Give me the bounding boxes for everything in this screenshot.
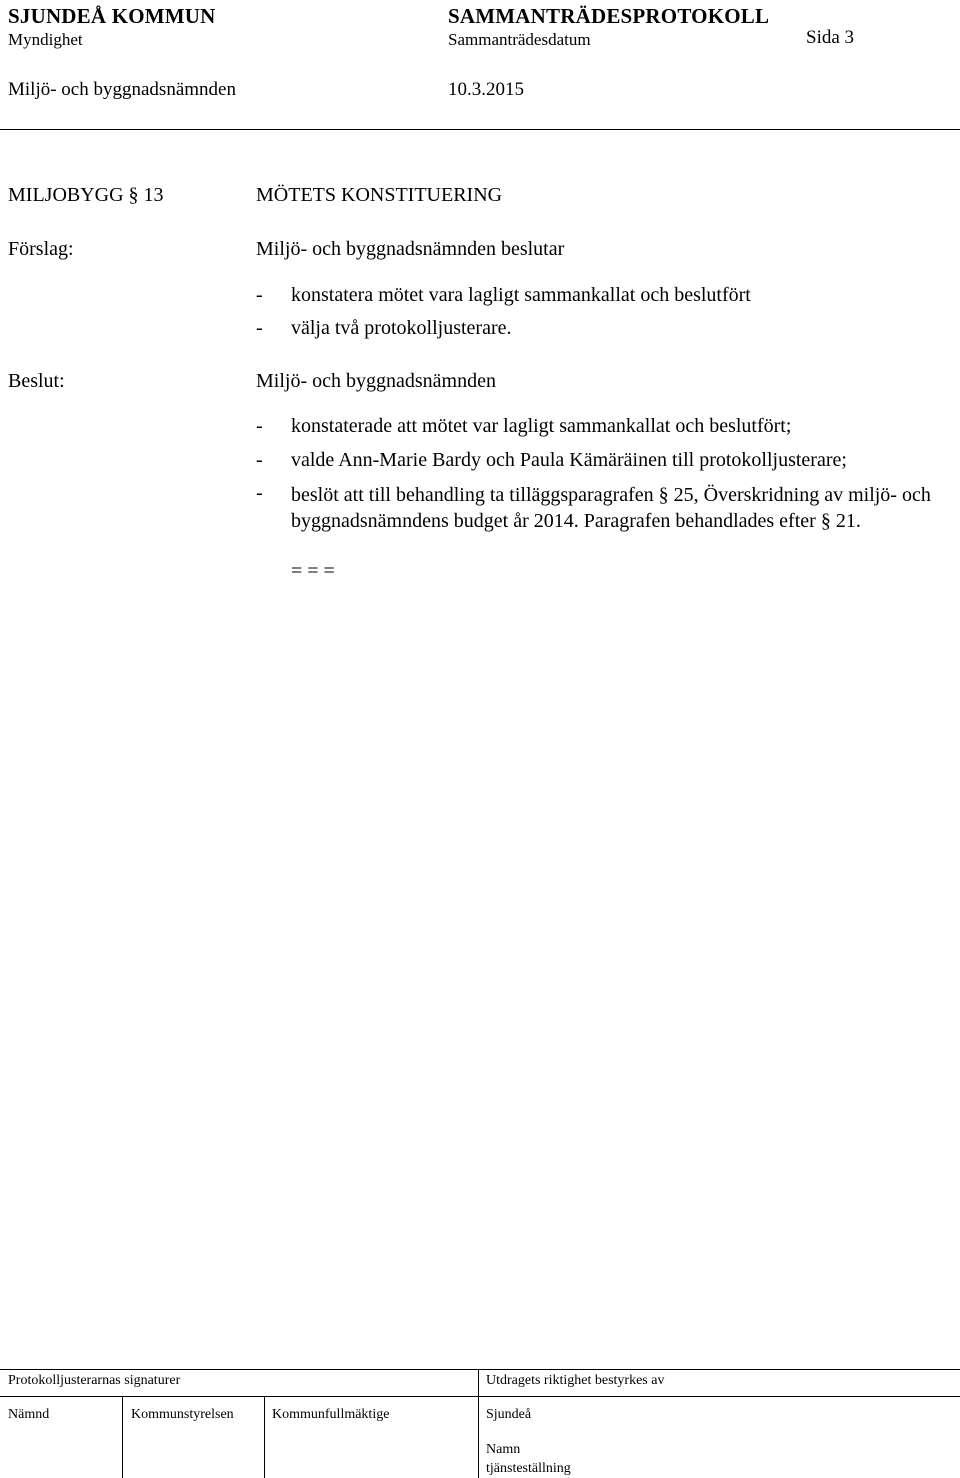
decision-intro: Miljö- och byggnadsnämnden	[256, 370, 496, 392]
page-number: Sida 3	[806, 27, 855, 48]
body-name: Kommunfullmäktige	[272, 1407, 390, 1422]
authority-label: Myndighet	[8, 30, 83, 49]
footer-divider	[478, 1369, 479, 1478]
list-dash: -	[256, 284, 263, 306]
item-title: MÖTETS KONSTITUERING	[256, 184, 503, 206]
footer-col-rule	[122, 1396, 123, 1478]
certify-label: Utdragets riktighet bestyrkes av	[486, 1373, 665, 1388]
position-label: tjänsteställning	[486, 1461, 571, 1476]
authority-name: Miljö- och byggnadsnämnden	[8, 79, 236, 100]
name-label: Namn	[486, 1442, 521, 1457]
document-type: SAMMANTRÄDESPROTOKOLL	[448, 4, 770, 28]
decision-point: beslöt att till behandling ta tilläggsparagrafen § 25, Överskridning av miljö- och byggnadsnämndens budget år 2014. Paragrafen behandlades efter § 21.	[291, 484, 931, 532]
org-name: SJUNDEÅ KOMMUN	[8, 4, 216, 28]
end-mark: = = =	[291, 560, 335, 582]
date-label: Sammanträdesdatum	[448, 30, 591, 49]
decision-point: konstaterade att mötet var lagligt sammankallat och beslutfört;	[291, 415, 792, 437]
proposal-point: välja två protokolljusterare.	[291, 317, 512, 339]
body-name: Kommunstyrelsen	[131, 1407, 234, 1422]
proposal-label: Förslag:	[8, 238, 74, 260]
item-number: MILJOBYGG § 13	[8, 184, 164, 206]
signatures-label: Protokolljusterarnas signaturer	[8, 1373, 181, 1388]
meeting-date: 10.3.2015	[448, 79, 524, 100]
list-dash: -	[256, 449, 263, 471]
proposal-intro: Miljö- och byggnadsnämnden beslutar	[256, 238, 565, 260]
footer-mid-rule	[0, 1396, 960, 1397]
place: Sjundeå	[486, 1407, 532, 1422]
list-dash: -	[256, 415, 263, 437]
list-dash: -	[256, 317, 263, 339]
decision-label: Beslut:	[8, 370, 65, 392]
proposal-point: konstatera mötet vara lagligt sammankallat och beslutfört	[291, 284, 751, 306]
body-name: Nämnd	[8, 1407, 50, 1422]
footer-col-rule	[264, 1396, 265, 1478]
footer-top-rule	[0, 1369, 960, 1370]
header-divider	[0, 129, 960, 130]
decision-point: valde Ann-Marie Bardy och Paula Kämäräinen till protokolljusterare;	[291, 449, 847, 471]
list-dash: -	[256, 482, 263, 504]
